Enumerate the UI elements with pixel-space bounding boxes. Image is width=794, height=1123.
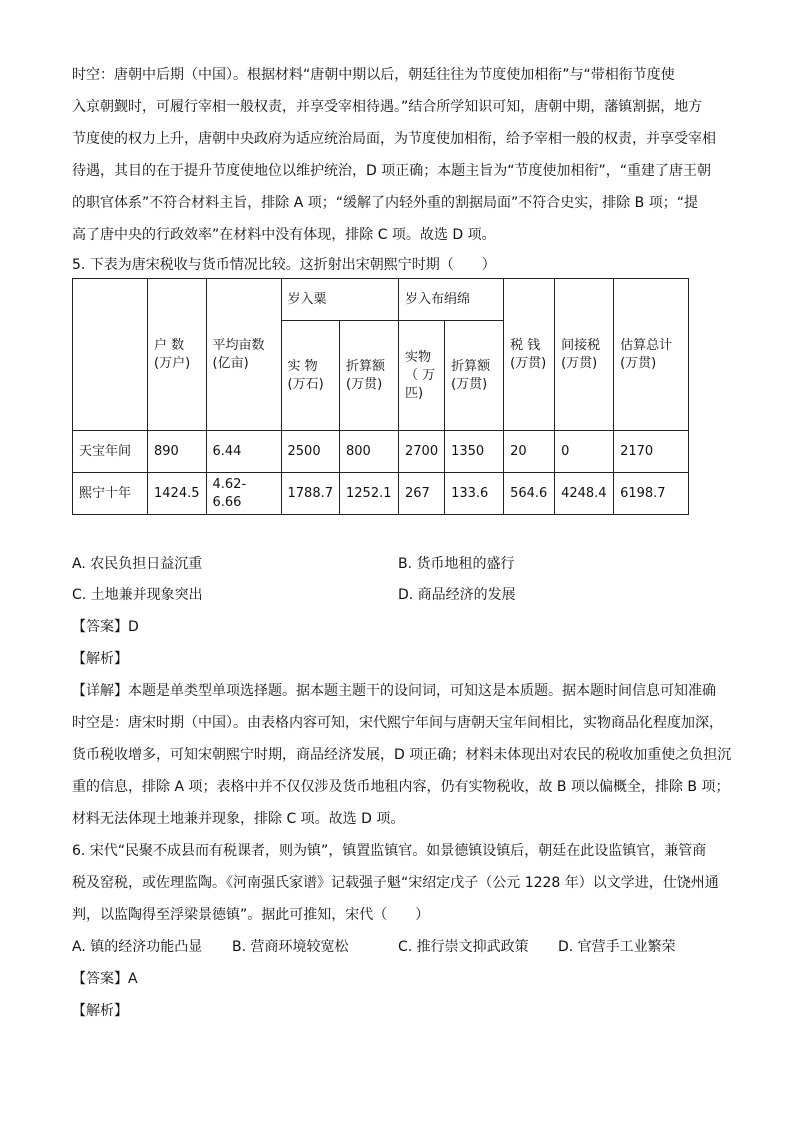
header-cloth-converted: 折算额 (万贯) bbox=[445, 321, 504, 431]
cell: 2500 bbox=[281, 431, 340, 473]
detail-line: 货币税收增多，可知宋朝熙宁时期，商品经济发展，D 项正确；材料未体现出对农民的税收加重使之负担沉 bbox=[72, 747, 732, 763]
cell: 800 bbox=[340, 431, 399, 473]
row-label: 熙宁十年 bbox=[73, 473, 148, 515]
cell: 4.62-6.66 bbox=[206, 473, 281, 515]
table-row bbox=[73, 431, 689, 473]
cell: 890 bbox=[148, 431, 207, 473]
question-5-stem: 5. 下表为唐宋税收与货币情况比较。这折射出宋朝熙宁时期（ ） bbox=[72, 257, 496, 273]
cell: 2700 bbox=[399, 431, 445, 473]
detail-line: 材料无法体现土地兼并现象，排除 C 项。故选 D 项。 bbox=[72, 811, 405, 827]
option-a: A. 农民负担日益沉重 bbox=[72, 556, 203, 572]
cell: 1350 bbox=[445, 431, 504, 473]
option-d: D. 商品经济的发展 bbox=[398, 587, 516, 603]
cell: 6198.7 bbox=[614, 473, 689, 515]
option-b: B. 营商环境较宽松 bbox=[232, 939, 349, 955]
paragraph-line: 时空：唐朝中后期（中国）。根据材料“唐朝中期以后，朝廷往往为节度使加相衔”与“带相衔节度使 bbox=[72, 67, 675, 83]
cell: 0 bbox=[555, 431, 614, 473]
table-row bbox=[73, 473, 689, 515]
header-indirect-tax: 间接税 (万贯) bbox=[555, 279, 614, 431]
header-avg-acreage: 平均亩数 (亿亩) bbox=[206, 279, 281, 431]
cell: 133.6 bbox=[445, 473, 504, 515]
header-estimated-total: 估算总计 (万贯) bbox=[614, 279, 689, 431]
analysis-label: 【解析】 bbox=[72, 651, 128, 667]
cell: 20 bbox=[504, 431, 555, 473]
header-grain: 岁入粟 bbox=[281, 279, 399, 321]
header-grain-physical: 实 物 (万石) bbox=[281, 321, 340, 431]
option-a: A. 镇的经济功能凸显 bbox=[72, 939, 203, 955]
header-cloth: 岁入布绢绵 bbox=[399, 279, 504, 321]
question-6-stem-line: 判，以监陶得至浮梁景德镇”。据此可推知，宋代（ ） bbox=[72, 907, 430, 923]
question-6-stem-line: 税及窑税，或佐理监陶。《河南强氏家谱》记载强子魁“宋绍定戊子（公元 1228 年）以文学进，仕饶州通 bbox=[72, 875, 719, 891]
question-6-stem-line: 6. 宋代“民聚不成县而有税课者，则为镇”，镇置监镇官。如景德镇设镇后，朝廷在此设监镇官，兼管商 bbox=[72, 843, 707, 859]
cell: 6.44 bbox=[206, 431, 281, 473]
tax-comparison-table bbox=[72, 278, 689, 515]
answer-label: 【答案】A bbox=[72, 971, 138, 987]
detail-line: 时空是：唐宋时期（中国）。由表格内容可知，宋代熙宁年间与唐朝天宝年间相比，实物商品化程度加深， bbox=[72, 715, 723, 731]
cell: 4248.4 bbox=[555, 473, 614, 515]
option-d: D. 官营手工业繁荣 bbox=[558, 939, 676, 955]
paragraph-line: 节度使的权力上升，唐朝中央政府为适应统治局面，为节度使加相衔，给予宰相一般的权责，并享受宰相 bbox=[72, 131, 716, 147]
answer-label: 【答案】D bbox=[72, 619, 139, 635]
header-grain-converted: 折算额 (万贯) bbox=[340, 321, 399, 431]
cell: 1252.1 bbox=[340, 473, 399, 515]
paragraph-line: 高了唐中央的行政效率”在材料中没有体现，排除 C 项。故选 D 项。 bbox=[72, 227, 496, 243]
header-cloth-physical: 实物 （ 万 匹) bbox=[399, 321, 445, 431]
cell: 1424.5 bbox=[148, 473, 207, 515]
option-c: C. 推行崇文抑武政策 bbox=[398, 939, 529, 955]
option-c: C. 土地兼并现象突出 bbox=[72, 587, 203, 603]
paragraph-line: 的职官体系”不符合材料主旨，排除 A 项；“缓解了内轻外重的割据局面”不符合史实，排除 B 项；“提 bbox=[72, 195, 698, 211]
detail-line: 【详解】本题是单类型单项选择题。据本题主题干的设问词，可知这是本质题。据本题时间信息可知准确 bbox=[72, 683, 716, 699]
header-tax-money: 税 钱 (万贯) bbox=[504, 279, 555, 431]
paragraph-line: 待遇，其目的在于提升节度使地位以维护统治，D 项正确；本题主旨为“节度使加相衔”，“重建了唐王朝 bbox=[72, 163, 711, 179]
paragraph-line: 入京朝觐时，可履行宰相一般权责，并享受宰相待遇。”结合所学知识可知，唐朝中期，藩镇割据，地方 bbox=[72, 99, 703, 115]
cell: 267 bbox=[399, 473, 445, 515]
detail-line: 重的信息，排除 A 项；表格中并不仅仅涉及货币地租内容，仍有实物税收，故 B 项以偏概全，排除 B 项； bbox=[72, 779, 730, 795]
row-label: 天宝年间 bbox=[73, 431, 148, 473]
cell: 1788.7 bbox=[281, 473, 340, 515]
cell: 564.6 bbox=[504, 473, 555, 515]
header-households: 户 数 (万户) bbox=[148, 279, 207, 431]
cell: 2170 bbox=[614, 431, 689, 473]
table-corner-cell bbox=[73, 279, 148, 431]
analysis-label: 【解析】 bbox=[72, 1003, 128, 1019]
option-b: B. 货币地租的盛行 bbox=[398, 556, 515, 572]
